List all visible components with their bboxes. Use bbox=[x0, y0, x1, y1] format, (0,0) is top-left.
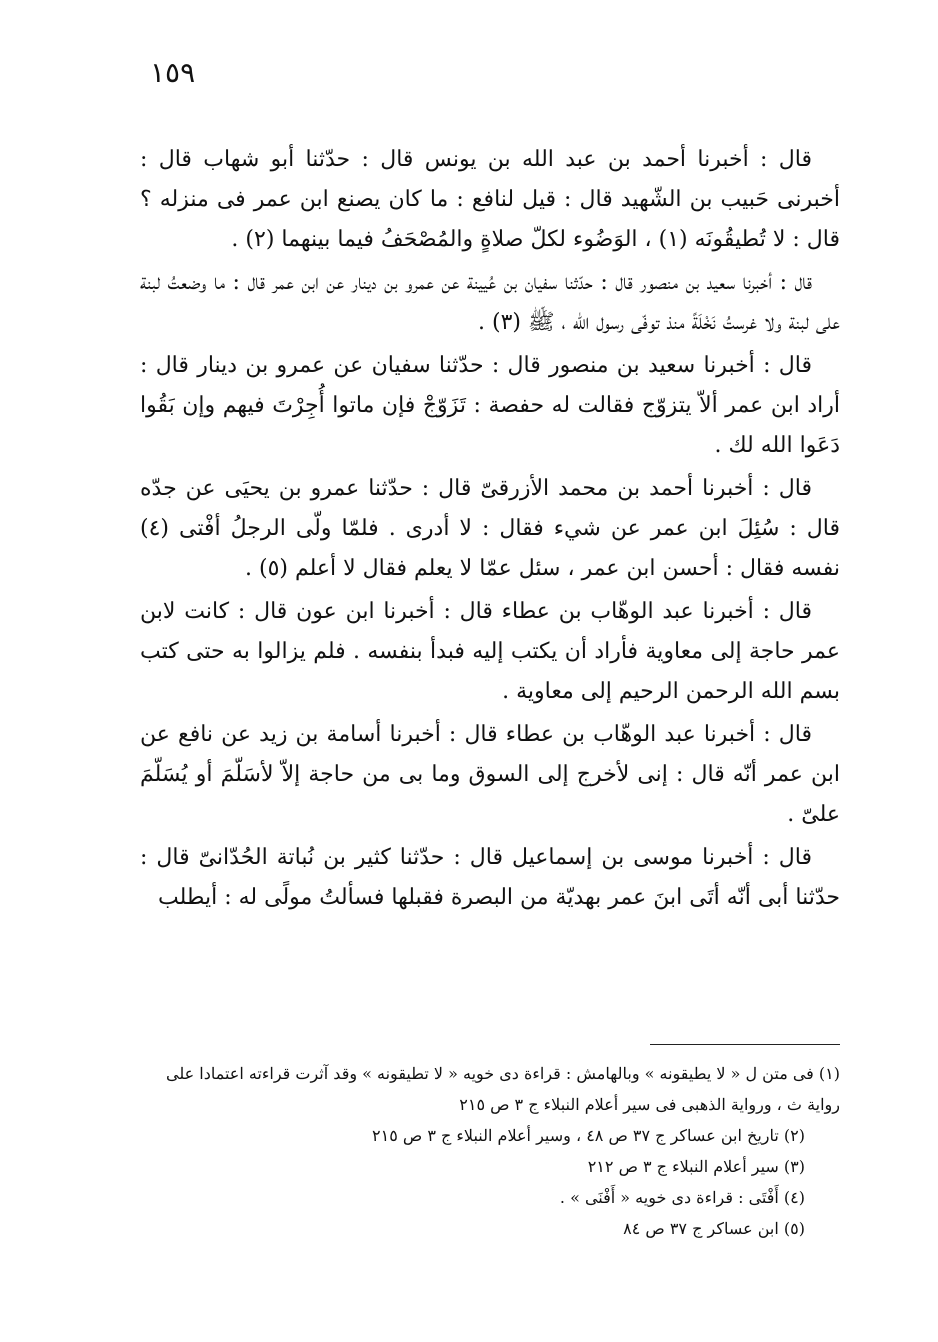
main-text bbox=[140, 140, 840, 921]
page-number: ١٥٩ bbox=[150, 56, 196, 89]
footnote: (١) فى متن ل « لا يطيقونه » وبالهامش : قراءة دى خويه « لا تطيقونه » وقد آثرت قراءته اعتمادا على رواية ث ، ورواية الذهبى فى سير أعلام النبلاء ج ٣ ص ٢١٥ bbox=[165, 1064, 840, 1114]
paragraph: قال : أخبرنا أحمد بن محمد الأزرقىّ قال : حدّثنا عمرو بن يحيَى عن جدّه قال : سُئِلَ ابن عمر عن شيء فقال : لا أدرى . فلمّا ولّى الرجلُ أفْتى (٤) نفسه فقال : أحسن ابن عمر ، سئل عمّا لا يعلم فقال لا أعلم (٥) . bbox=[140, 476, 840, 581]
paragraph: قال : أخبرنا موسى بن إسماعيل قال : حدّثنا كثير بن نُباتة الحُدّانىّ قال : حدّثنا أبى أنّه أتَى ابنَ عمر بهديّة من البصرة فقبلها فسألتُ مولًى له : أيطلب bbox=[140, 845, 840, 910]
paragraph: قال : أخبرنا سعيد بن منصور قال : حدّثنا سفيان بن عُيينة عن عمرو بن دينار عن ابن عمر قال : ما وضعتُ لبنة على لبنة ولا غرستُ نَخْلَةً منذ توفّى رسول الله ، ﷺ (٣) . bbox=[140, 270, 840, 335]
paragraph: قال : أخبرنا أحمد بن عبد الله بن يونس قال : حدّثنا أبو شهاب قال : أخبرنى حَبيب بن الشّهيد قال : قيل لنافع : ما كان يصنع ابن عمر فى منزله ؟ قال : لا تُطيقُونَه (١) ، الوَضُوء لكلّ صلاةٍ والمُصْحَفُ فيما بينهما (٢) . bbox=[140, 147, 840, 252]
footnote: (٣) سير أعلام النبلاء ج ٣ ص ٢١٢ bbox=[587, 1157, 805, 1176]
footnotes bbox=[140, 1058, 840, 1244]
footnote: (٤) أَفْتَى : قراءة دى خويه « أَفْنَى » . bbox=[559, 1188, 805, 1207]
paragraph: قال : أخبرنا عبد الوهّاب بن عطاء قال : أخبرنا أسامة بن زيد عن نافع عن ابن عمر أنّه قال : إنى لأخرج إلى السوق وما بى من حاجة إلاّ لأسَلّمَ أو يُسَلّمَ علىّ . bbox=[140, 722, 840, 827]
footnote: (٥) ابن عساكر ج ٣٧ ص ٨٤ bbox=[623, 1219, 805, 1238]
paragraph: قال : أخبرنا عبد الوهّاب بن عطاء قال : أخبرنا ابن عون قال : كانت لابن عمر حاجة إلى معاوية فأراد أن يكتب إليه فبدأ بنفسه . فلم يزالوا به حتى كتب بسم الله الرحمن الرحيم إلى معاوية . bbox=[140, 599, 840, 704]
footnote: (٢) تاريخ ابن عساكر ج ٣٧ ص ٤٨ ، وسير أعلام النبلاء ج ٣ ص ٢١٥ bbox=[372, 1126, 805, 1145]
paragraph: قال : أخبرنا سعيد بن منصور قال : حدّثنا سفيان عن عمرو بن دينار قال : أراد ابن عمر ألاّ يتزوّج فقالت له حفصة : تَزَوّجْ فإن ماتوا أُجِرْتَ فيهم وإن بَقُوا دَعَوا الله لك . bbox=[140, 353, 840, 458]
footnote-divider bbox=[650, 1044, 840, 1045]
